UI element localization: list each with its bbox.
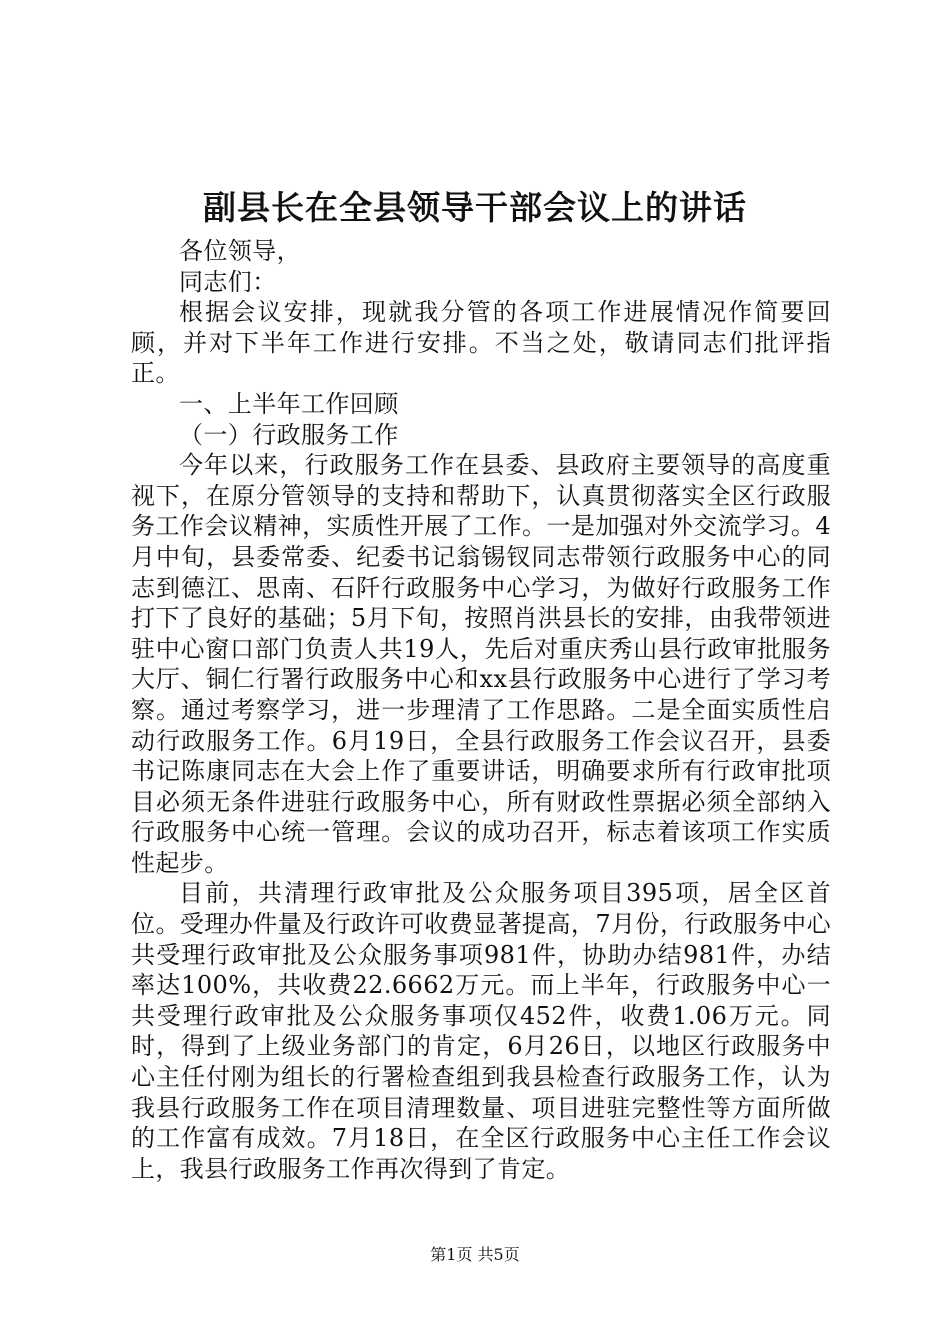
intro-paragraph: 根据会议安排，现就我分管的各项工作进展情况作简要回顾，并对下半年工作进行安排。不当之处，敬请同志们批评指正。 bbox=[131, 298, 831, 388]
subsection-heading: （一）行政服务工作 bbox=[179, 420, 399, 449]
salutation-comrades: 同志们： bbox=[179, 267, 277, 296]
document-title: 副县长在全县领导干部会议上的讲话 bbox=[203, 188, 747, 227]
body-paragraph: 目前，共清理行政审批及公众服务项目395项，居全区首位。受理办件量及行政许可收费显著提高，7月份，行政服务中心共受理行政审批及公众服务事项981件，协助办结981件，办结率达100%，共收费22.6662万元。而上半年，行政服务中心一共受理行政审批及公众服务事项仅452件，收费1.06万元。同时，得到了上级业务部门的肯定，6月26日，以地区行政服务中心主任付刚为组长的行署检查组到我县检查行政服务工作，认为我县行政服务工作在项目清理数量、项目进驻完整性等方面所做的工作富有成效。7月18日，在全区行政服务中心主任工作会议上，我县行政服务工作再次得到了肯定。 bbox=[131, 879, 831, 1183]
section-heading: 一、上半年工作回顾 bbox=[179, 389, 399, 418]
page-number-footer: 第1页 共5页 bbox=[430, 1245, 520, 1264]
salutation-leaders: 各位领导， bbox=[179, 237, 301, 265]
document-body bbox=[131, 236, 831, 1184]
body-paragraph: 今年以来，行政服务工作在县委、县政府主要领导的高度重视下，在原分管领导的支持和帮助下，认真贯彻落实全区行政服务工作会议精神，实质性开展了工作。一是加强对外交流学习。4月中旬，县委常委、纪委书记翁锡钗同志带领行政服务中心的同志到德江、思南、石阡行政服务中心学习，为做好行政服务工作打下了良好的基础；5月下旬，按照肖洪县长的安排，由我带领进驻中心窗口部门负责人共19人，先后对重庆秀山县行政审批服务大厅、铜仁行署行政服务中心和xx县行政服务中心进行了学习考察。通过考察学习，进一步理清了工作思路。二是全面实质性启动行政服务工作。6月19日，全县行政服务工作会议召开，县委书记陈康同志在大会上作了重要讲话，明确要求所有行政审批项目必须无条件进驻行政服务中心，所有财政性票据必须全部纳入行政服务中心统一管理。会议的成功召开，标志着该项工作实质性起步。 bbox=[131, 451, 831, 877]
